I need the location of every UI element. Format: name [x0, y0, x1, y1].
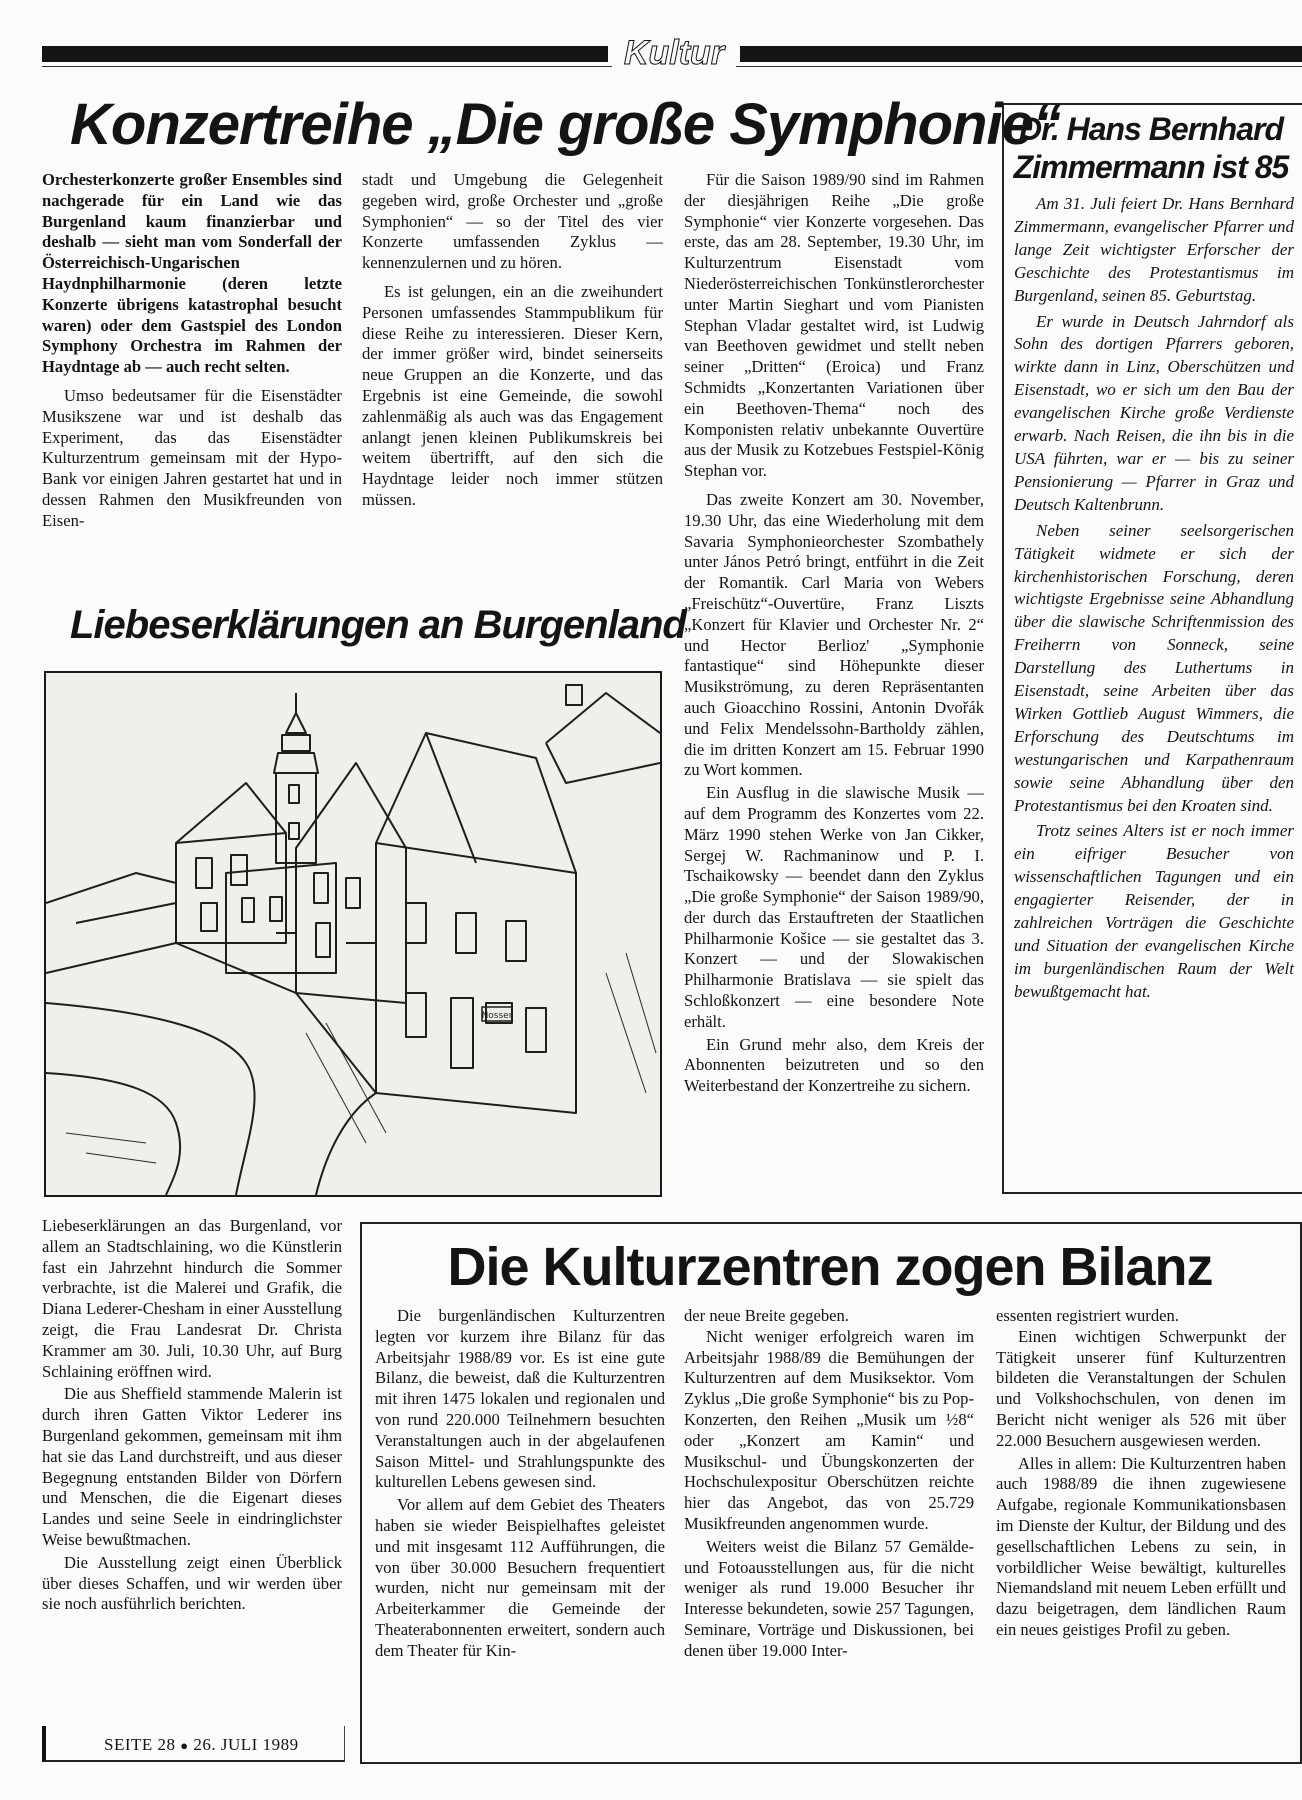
- paragraph: essenten registriert wurden.: [996, 1306, 1179, 1325]
- paragraph: Es ist gelungen, ein an die zweihundert Personen umfassendes Stammpublikum für diese Reihe zu interessieren. Dieser Kern, der immer größer wird, bindet seinerseits neue Gruppen an die Konzerte, und das Ergebnis ist eine Gemeinde, die sowohl zahlenmäßig als auch was das Engagement anlangt jenen kleinen Publikumskreis bei weitem übertrifft, auf den sich die Haydntage leider noch immer stützen müssen.: [362, 281, 663, 509]
- page-number: SEITE 28: [104, 1735, 176, 1754]
- paragraph: Nicht weniger erfolgreich waren im Arbeitsjahr 1988/89 die Bemühungen der Kulturzentren auf dem Musiksektor. Vom Zyklus „Die große Symphonie“ bis zu Pop-Konzerten, den Reihen „Musik um ½8“ oder „Konzert am Kamin“ und Musikschul- und Übungskonzerten der Hochschulexpositur Oberschützen reichte hier das Angebot, das von 25.729 Musikfreunden angenommen wurde.: [684, 1326, 974, 1533]
- paragraph: Das zweite Konzert am 30. November, 19.30 Uhr, das eine Wiederholung mit dem Savaria Symphonieorchester Szombathely unter János Petró bringt, entführt in die Zeit der Romantik. Carl Maria von Webers „Freischütz“-Ouvertüre, Franz Liszts „Konzert für Klavier und Orchester Nr. 2“ und Hector Berlioz' „Symphonie fantastique“ sind Höhepunkte dieser Musikströmung, zu deren Repräsentanten auch Gioacchino Rossini, Antonin Dvořák und Felix Mendelssohn-Bartholdy zählen, die im dritten Konzert am 15. Februar 1990 zu Wort kommen.: [684, 489, 984, 780]
- paragraph: Orchesterkonzerte großer Ensembles sind nachgerade für ein Land wie das Burgenland kaum finanzierbar und deshalb — sieht man vom Sonderfall der Österreichisch-Ungarischen Haydnphilharmonie (deren letzte Konzerte übrigens katastrophal besucht waren) oder dem Gastspiel des London Symphony Orchestra im Rahmen der Haydntage ab — auch recht selten.: [42, 170, 342, 377]
- paragraph: Er wurde in Deutsch Jahrndorf als Sohn des dortigen Pfarrers geboren, wirkte dann in Linz, Oberschützen und Eisenstadt, wo er sich um den Bau der evangelischen Kirche große Verdienste erwarb. Nach Reisen, die ihn bis in die USA führten, war er — bis zu seiner Pensionierung — Pfarrer in Graz und Deutsch Kaltenbrunn.: [1014, 311, 1294, 514]
- paragraph: Weiters weist die Bilanz 57 Gemälde- und Fotoausstellungen aus, für die nicht weniger als rund 19.000 Besucher ihr Interesse bekundeten, sowie 257 Tagungen, Seminare, Vorträge und Diskussionen, bei denen über 19.000 Inter-: [684, 1536, 974, 1660]
- header-rule-right: [740, 46, 1302, 62]
- bilanz-col3: [996, 1306, 1286, 1649]
- page-footer: [104, 1734, 299, 1757]
- liebe-article-text: [42, 1216, 342, 1623]
- paragraph: Umso bedeutsamer für die Eisenstädter Musikszene war und ist deshalb das Experiment, das das Eisenstädter Kulturzentrum gemeinsam mit der Hypo-Bank vor einigen Jahren gestartet hat und in dessen Rahmen den Musikfreunden von Eisen-: [42, 385, 342, 530]
- sketch-sign-text: Nosser: [481, 1011, 513, 1021]
- paragraph: Trotz seines Alters ist er noch immer ein eifriger Besucher von wissenschaftlichen Tagungen und ein engagierter Reisender, der in zahlreichen Vorträgen die Geschichte und Situation der evangelischen Kirche im burgenländischen Raum der Welt bewußtgemacht hat.: [1014, 821, 1294, 1001]
- sidebar-headline: Dr. Hans Bernhard Zimmermann ist 85: [1013, 111, 1289, 185]
- bilanz-col2: [684, 1306, 974, 1670]
- main-article-col1: [42, 170, 342, 540]
- paragraph: Die Ausstellung zeigt einen Überblick über dieses Schaffen, und wir werden über sie noch ausführlich berichten.: [42, 1552, 342, 1614]
- paragraph: Die burgenländischen Kulturzentren legten vor kurzem ihre Bilanz für das Arbeitsjahr 1988/89 vor. Es ist eine gute Bilanz, die beweist, daß die Kulturzentren mit ihren 1475 lokalen und regionalen und von rund 220.000 Teilnehmern besuchten Veranstaltungen auch in der abgelaufenen Saison Mittel- und Strahlungspunkte des kulturellen Lebens gewesen sind.: [375, 1306, 665, 1492]
- paragraph: Vor allem auf dem Gebiet des Theaters haben sie wieder Beispielhaftes geleistet und mit insgesamt 112 Aufführungen, die von über 30.000 Besuchern frequentiert wurden, nicht nur gemeinsam mit der Arbeiterkammer die Gemeinde der Theaterabonnenten erweitert, sondern auch dem Theater für Kin-: [375, 1495, 665, 1660]
- issue-date: 26. JULI 1989: [193, 1735, 299, 1754]
- paragraph: stadt und Umgebung die Gelegenheit gegeben wird, große Orchester und „große Symphonien“ — so der Titel des vier Konzerte umfassenden Zyklus — kennenzulernen und zu hören.: [362, 170, 663, 273]
- bilanz-headline: Die Kulturzentren zogen Bilanz: [447, 1237, 1213, 1297]
- paragraph: Für die Saison 1989/90 sind im Rahmen der diesjährigen Reihe „Die große Symphonie“ vier Konzerte vorgesehen. Das erste, das am 28. September, 19.30 Uhr, im Kulturzentrum Eisenstadt vom Niederösterreichischen Tonkünstlerorchester unter Martin Sieghart und vom Pianisten Stephan Vladar gestaltet wird, ist Ludwig van Beethoven gewidmet und stellt neben seiner „Dritten“ (Eroica) und Franz Schmidts „Konzertanten Variationen über ein Beethoven-Thema“ noch des Komponisten relativ unbekannte Ouvertüre aus der Musik zu Kotzebues Festspiel-König Stephan vor.: [684, 170, 984, 481]
- header-rule-left: [42, 46, 608, 62]
- paragraph: Einen wichtigen Schwerpunkt der Tätigkeit unserer fünf Kulturzentren bildeten die Veranstaltungen der Schulen und Volkshochschulen, von denen im Bericht nicht weniger als 526 mit über 22.000 Besuchern ausgewiesen werden.: [996, 1326, 1286, 1450]
- paragraph: Alles in allem: Die Kulturzentren haben auch 1988/89 die ihnen zugewiesene Aufgabe, regionale Kommunikationsbasen im Dienste der Kultur, der Bildung und des gesellschaftlichen Lebens zu sein, in vorbildlicher Weise bewältigt, kulturelles Niemandsland mit neuem Leben erfüllt und dazu beigetragen, dem ländlichen Raum ein neues geistiges Profil zu geben.: [996, 1453, 1286, 1639]
- main-headline: Konzertreihe „Die große Symphonie“: [70, 92, 1061, 157]
- paragraph: der neue Breite gegeben.: [684, 1306, 849, 1325]
- paragraph: Ein Ausflug in die slawische Musik — auf dem Programm des Konzertes vom 22. März 1990 stehen Werke von Jan Cikker, Sergej W. Rachmaninow und P. I. Tschaikowsky — beendet dann den Zyklus „Die große Symphonie“ der Saison 1989/90, der durch das Erstauftreten der Staatlichen Philharmonie Košice — sie gestaltet das 3. Konzert — und der Slowakischen Philharmonie Bratislava — sie spielt das Schloßkonzert — eine besondere Note erhält.: [684, 783, 984, 1031]
- liebe-headline: Liebeserklärungen an Burgenland: [70, 603, 686, 647]
- footer-bullet: ●: [180, 1738, 189, 1753]
- paragraph: Liebeserklärungen an das Burgenland, vor allem an Stadtschlaining, wo die Künstlerin fast ein Jahrzehnt hindurch die Sommer verbrachte, ist die Malerei und Grafik, die Diana Lederer-Chesham in einer Ausstellung zeigt, die Frau Landesrat Dr. Christa Krammer am 30. Juli, 10.30 Uhr, auf Burg Schlaining eröffnen wird.: [42, 1216, 342, 1381]
- sidebar-text: [1014, 193, 1294, 1007]
- section-label: Kultur: [612, 34, 736, 72]
- sketch-drawing: [46, 673, 660, 1195]
- main-article-col3: [684, 170, 984, 1105]
- paragraph: Am 31. Juli feiert Dr. Hans Bernhard Zimmermann, evangelischer Pfarrer und lange Zeit wichtigster Erforscher der Geschichte des Protestantismus im Burgenland, seinen 85. Geburtstag.: [1014, 194, 1294, 305]
- paragraph: Die aus Sheffield stammende Malerin ist durch ihren Gatten Viktor Lederer ins Burgenland gekommen, gemeinsam mit ihm hat sie das Land durchstreift, und aus dieser Begegnung entstanden Bilder von Dörfern und Menschen, die die Eigenart dieses Landes und seine Seele in eindringlichster Weise bewußtmachen.: [42, 1384, 342, 1549]
- paragraph: Ein Grund mehr also, dem Kreis der Abonnenten beizutreten und so den Weiterbestand der Konzertreihe zu sichern.: [684, 1034, 984, 1096]
- street-sketch-illustration: [44, 671, 662, 1197]
- paragraph: Neben seiner seelsorgerischen Tätigkeit widmete er sich der kirchenhistorischen Forschung, deren wichtigste Ergebnisse seine Abhandlung über die slawische Schriftenmission des Freiherrn von Sonneck, seine Darstellung des Luthertums in Eisenstadt, seine Arbeiten über das Wirken Gottlieb August Wimmers, die Erforschung des Deutschtums im westungarischen und Karpathenraum sowie seine Abhandlung über den Protestantismus bei den Kroaten sind.: [1014, 520, 1294, 815]
- main-article-col2: [362, 170, 663, 519]
- bilanz-col1: [375, 1306, 665, 1670]
